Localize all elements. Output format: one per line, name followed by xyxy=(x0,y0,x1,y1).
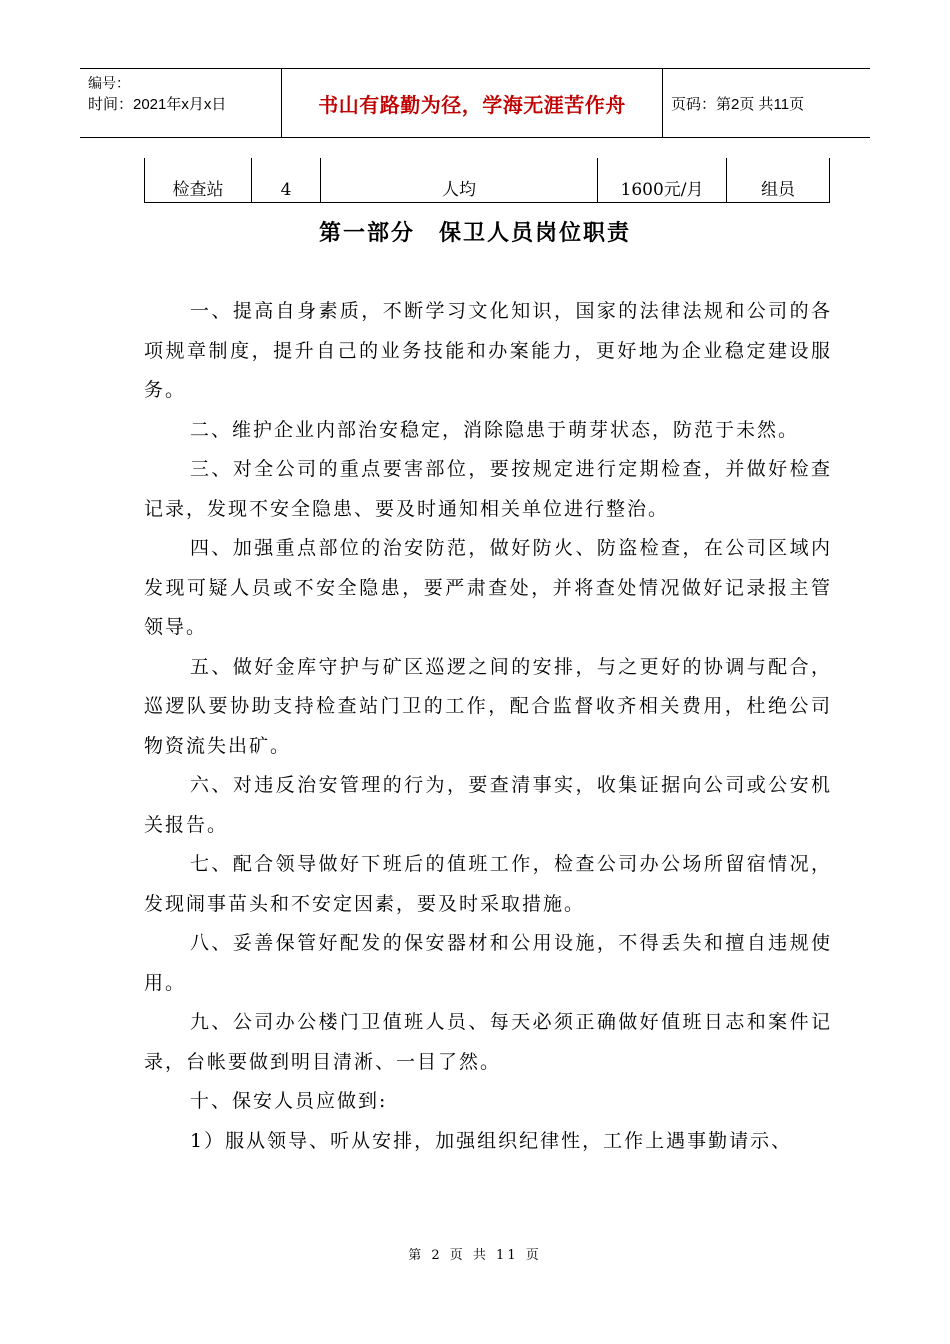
table-row xyxy=(145,158,830,203)
paragraph: 八、妥善保管好配发的保安器材和公用设施，不得丢失和擅自违规使用。 xyxy=(144,932,832,994)
header-motto-cell xyxy=(282,69,663,137)
section-part: 第一部分 xyxy=(318,221,415,246)
paragraph: 四、加强重点部位的治安防范，做好防火、防盗检查，在公司区域内发现可疑人员或不安全隐患，要严肃查处，并将查处情况做好记录报主管领导。 xyxy=(144,537,832,638)
paragraph: 九、公司办公楼门卫值班人员、每天必须正确做好值班日志和案件记录，台帐要做到明目清淅、一目了然。 xyxy=(144,1011,832,1073)
document-body xyxy=(144,292,832,1161)
paragraph: 三、对全公司的重点要害部位，要按规定进行定期检查，并做好检查记录，发现不安全隐患、要及时通知相关单位进行整治。 xyxy=(144,458,832,520)
staff-table xyxy=(144,158,830,203)
paragraph: 二、维护企业内部治安稳定，消除隐患于萌芽状态，防范于未然。 xyxy=(190,418,800,441)
paragraph: 六、对违反治安管理的行为，要查清事实，收集证据向公司或公安机关报告。 xyxy=(144,774,832,836)
table-cell-salary: 1600元/月 xyxy=(598,158,727,203)
page-footer: 第 2 页 共 11 页 xyxy=(408,1248,542,1263)
header-page-info: 页码：第2页 共11页 xyxy=(671,95,805,113)
section-title xyxy=(0,216,950,247)
paragraph: 十、保安人员应做到: xyxy=(190,1090,388,1112)
header-meta-cell xyxy=(80,69,282,137)
paragraph: 七、配合领导做好下班后的值班工作，检查公司办公场所留宿情况，发现闹事苗头和不安定因素，要及时采取措施。 xyxy=(144,853,832,915)
table-cell-role: 组员 xyxy=(727,158,830,203)
header-motto: 书山有路勤为径，学海无涯苦作舟 xyxy=(318,94,626,117)
table-cell-count: 4 xyxy=(252,158,321,203)
section-name: 保卫人员岗位职责 xyxy=(439,221,632,246)
document-header xyxy=(80,68,870,138)
paragraph: 五、做好金库守护与矿区巡逻之间的安排，与之更好的协调与配合，巡逻队要协助支持检查站门卫的工作，配合监督收齐相关费用，杜绝公司物资流失出矿。 xyxy=(144,655,832,757)
paragraph: 一、提高自身素质，不断学习文化知识，国家的法律法规和公司的各项规章制度，提升自己的业务技能和办案能力，更好地为企业稳定建设服务。 xyxy=(144,300,832,401)
paragraph: 1）服从领导、听从安排，加强组织纪律性，工作上遇事勤请示、 xyxy=(190,1129,793,1152)
document-number-label: 编号： xyxy=(88,75,130,91)
table-cell-post: 检查站 xyxy=(145,158,252,203)
table-cell-basis: 人均 xyxy=(321,158,598,203)
header-page-cell xyxy=(663,69,870,137)
document-time-label: 时间：2021年x月x日 xyxy=(88,96,227,113)
